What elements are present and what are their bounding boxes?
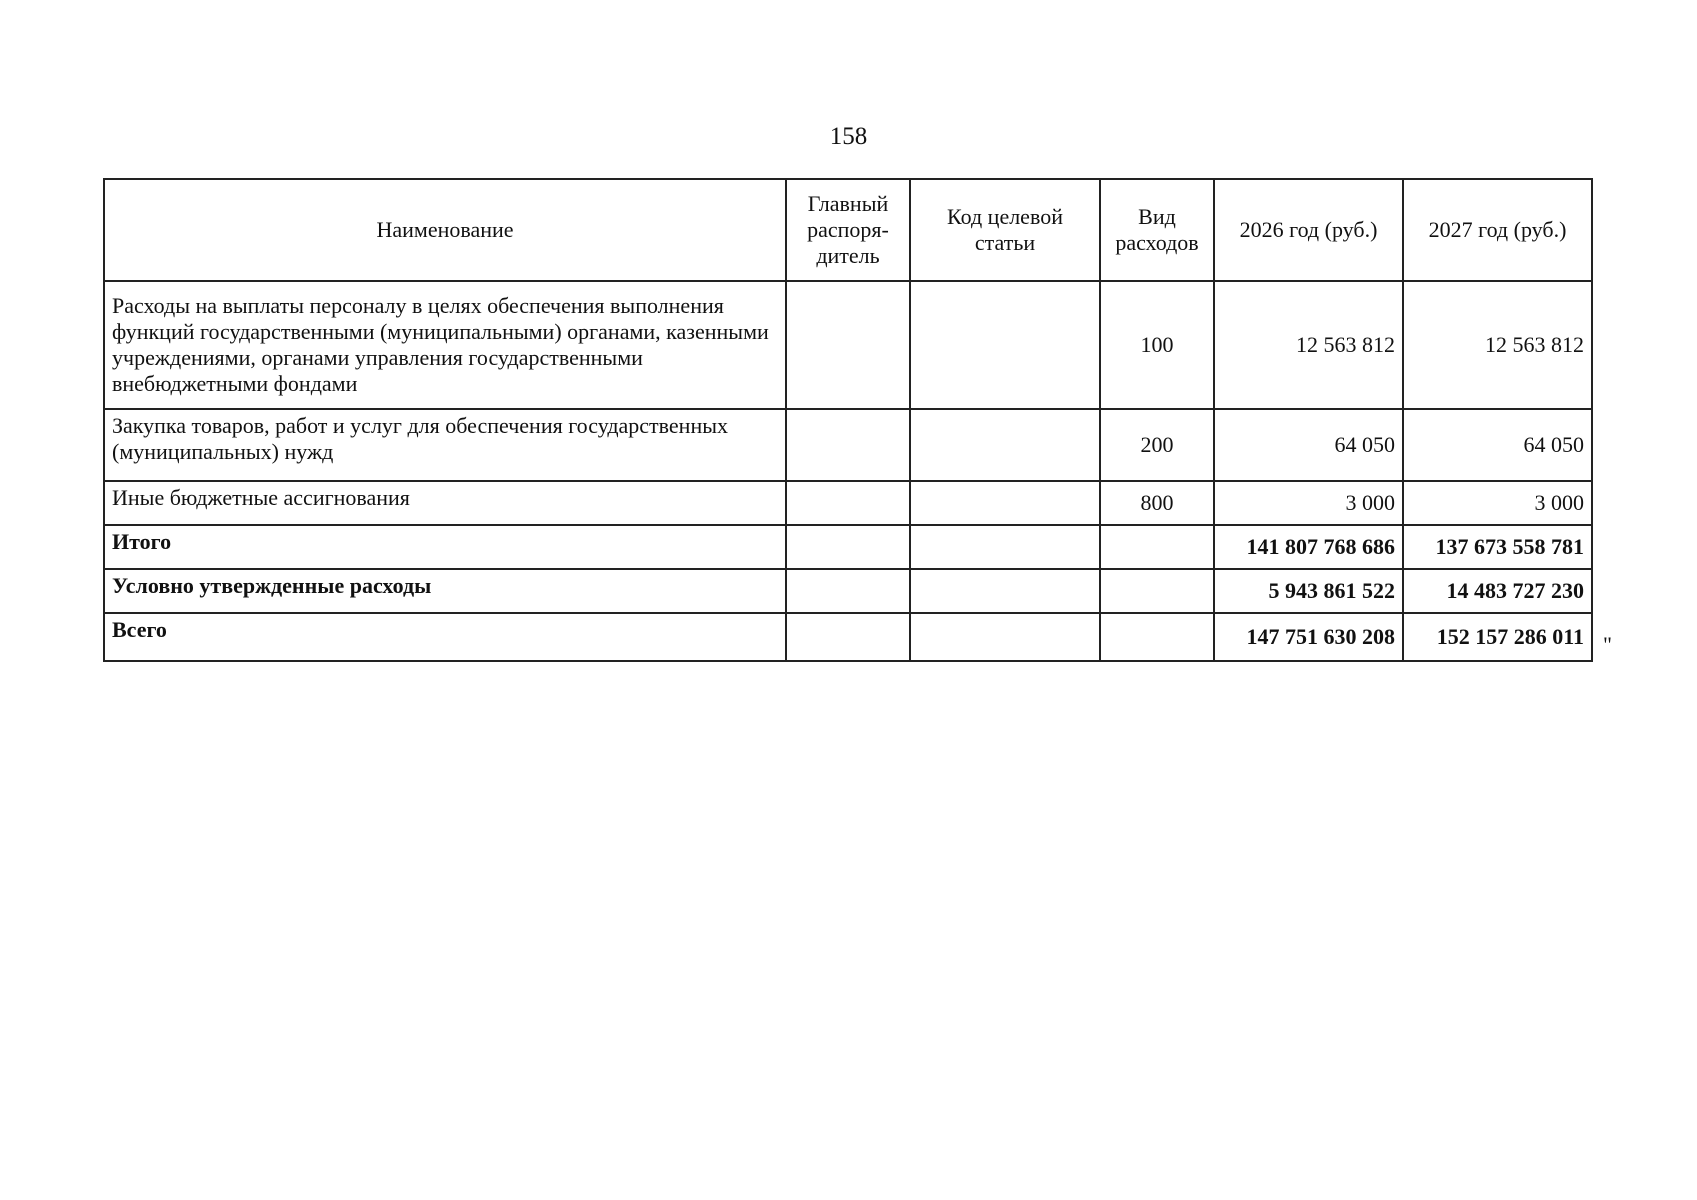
header-chief-admin: Главный распоря-дитель [786, 179, 910, 281]
row-target-code [910, 409, 1100, 481]
grand-total-year-2027: 152 157 286 011 [1403, 613, 1592, 661]
header-year-2026: 2026 год (руб.) [1214, 179, 1403, 281]
header-expense-type: Вид расходов [1100, 179, 1214, 281]
table-body [104, 281, 1592, 661]
row-expense-type [1100, 525, 1214, 569]
table-row [104, 281, 1592, 409]
row-target-code [910, 569, 1100, 613]
table-row [104, 481, 1592, 525]
total-row [104, 525, 1592, 569]
conditional-year-2026: 5 943 861 522 [1214, 569, 1403, 613]
header-target-code: Код целевой статьи [910, 179, 1100, 281]
row-chief-admin [786, 281, 910, 409]
row-year-2026: 64 050 [1214, 409, 1403, 481]
conditional-expenses-label: Условно утвержденные расходы [104, 569, 786, 613]
row-chief-admin [786, 613, 910, 661]
row-expense-type [1100, 569, 1214, 613]
row-name: Закупка товаров, работ и услуг для обеспечения государственных (муниципальных) нужд [104, 409, 786, 481]
row-chief-admin [786, 525, 910, 569]
row-chief-admin [786, 481, 910, 525]
page-number: 158 [829, 123, 868, 150]
budget-table [103, 178, 1593, 662]
row-year-2027: 64 050 [1403, 409, 1592, 481]
grand-total-year-2026: 147 751 630 208 [1214, 613, 1403, 661]
row-expense-type: 800 [1100, 481, 1214, 525]
row-name: Расходы на выплаты персоналу в целях обеспечения выполнения функций государственными (муниципальными) органами, казенными учреждениями, органами управления государственными внебюджетными фондами [104, 281, 786, 409]
conditional-year-2027: 14 483 727 230 [1403, 569, 1592, 613]
row-year-2027: 3 000 [1403, 481, 1592, 525]
header-name: Наименование [104, 179, 786, 281]
row-year-2026: 3 000 [1214, 481, 1403, 525]
row-year-2027: 12 563 812 [1403, 281, 1592, 409]
row-year-2026: 12 563 812 [1214, 281, 1403, 409]
conditional-expenses-row [104, 569, 1592, 613]
row-expense-type: 100 [1100, 281, 1214, 409]
table-header [104, 179, 1592, 281]
row-target-code [910, 525, 1100, 569]
header-year-2027: 2027 год (руб.) [1403, 179, 1592, 281]
total-year-2026: 141 807 768 686 [1214, 525, 1403, 569]
row-expense-type [1100, 613, 1214, 661]
row-chief-admin [786, 569, 910, 613]
row-target-code [910, 481, 1100, 525]
grand-total-label: Всего [104, 613, 786, 661]
row-expense-type: 200 [1100, 409, 1214, 481]
row-target-code [910, 613, 1100, 661]
table-row [104, 409, 1592, 481]
row-chief-admin [786, 409, 910, 481]
grand-total-row [104, 613, 1592, 661]
row-name: Иные бюджетные ассигнования [104, 481, 786, 525]
row-target-code [910, 281, 1100, 409]
header-row [104, 179, 1592, 281]
total-label: Итого [104, 525, 786, 569]
closing-quote-mark: " [1603, 632, 1612, 657]
total-year-2027: 137 673 558 781 [1403, 525, 1592, 569]
